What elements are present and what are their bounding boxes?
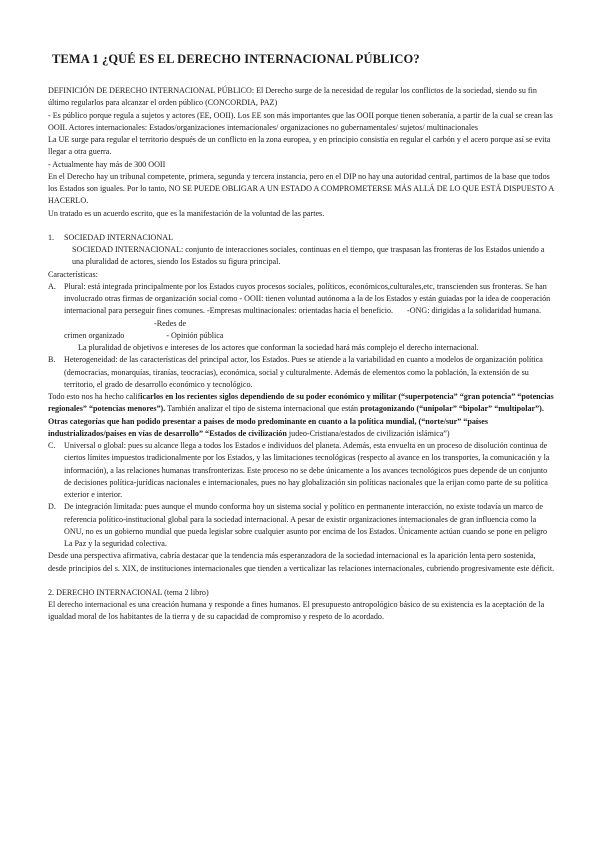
section-2-heading: 2. DERECHO INTERNACIONAL (tema 2 libro): [48, 587, 209, 597]
caracteristicas-label: Características:: [48, 269, 98, 279]
ue-paragraph: La UE surge para regular el territorio después de un conflicto en la zona europea, y en principio consistía en regular el carbón y el acero porque así se evita llegar a otra guerra.: [48, 135, 551, 157]
public-law-paragraph: - Es público porque regula a sujetos y actores (EE, OOII). Los EE son más importantes que las OOII porque tienen soberanía, a partir de la cual se crean las OOII. Actores internacionales: Estados/organizaciones internacionales/ organizaciones no gubernamentales/ sujetos/ multinacionales: [48, 110, 553, 132]
ooii-count-paragraph: - Actualmente hay más de 300 OOII: [48, 159, 166, 169]
section-2-paragraph: El derecho internacional es una creación humana y responde a fines humanos. El presupuesto antropológico básico de su existencia es la aceptación de la igualdad moral de los habitantes de la tierra y de su capacidad de compromiso y respeto de lo acordado.: [48, 600, 545, 622]
item-b-marker: B.: [48, 355, 56, 365]
calificacion-paragraph: [48, 391, 556, 440]
closing-paragraph: Desde una perspectiva afirmativa, cabría destacar que la tendencia más esperanzadora de la sociedad internacional es la aparición lenta pero sostenida, desde principios del s. XIX, de instituciones internacionales que tienden a verticalizar las relaciones internacionales, cubriendo progresivamente este déficit.: [48, 551, 555, 573]
item-b-text: Heterogeneidad: de las características del principal actor, los Estados. Pues se atiende a la variabilidad en cuanto a modelos de organización política (democracias, monarquías, tiranías, teocracias), económica, social y culturalmente. Además de elementos como la población, la extensión de su territorio, el grado de desarrollo económico y tecnológico.: [64, 355, 543, 389]
item-c-marker: C.: [48, 441, 56, 450]
section-1-title: SOCIEDAD INTERNACIONAL: [64, 232, 174, 242]
item-a-text: Plural: está integrada principalmente por los Estados cuyos procesos sociales, políticos, económicos,culturales,etc, transcienden sus fronteras. Se han involucrado otras firmas de organización social como - OOII: tienen voluntad autónoma a la de los Estados y están guiadas por la idea de cooperación internacional para perseguir fines comunes. -Empresas multinacionales: orientadas hacia el beneficio.: [64, 281, 551, 316]
item-a: [48, 281, 556, 355]
section-1-heading: [48, 232, 556, 244]
item-a-marker: A.: [48, 281, 56, 291]
item-a-ong: -ONG: dirigidas a la solidaridad humana.: [407, 306, 542, 316]
item-d-marker: D.: [48, 502, 56, 512]
calif-mid: También analizar el tipo de sistema internacional que están: [165, 404, 361, 414]
calif-bold-2: protagonizando (“unipolar” “bipolar” “multipolar”). Otras categorías que han podido presentar a países de modo predominante en cuanto a la política mundial, (“norte/sur” “países industrializados/países en vías de desarrollo” “Estados de civilización: [48, 404, 544, 438]
item-d: [48, 501, 556, 550]
item-a-pluralidad: La pluralidad de objetivos e intereses de los actores que conforman la sociedad hará más complejo el derecho internacional.: [78, 343, 479, 352]
item-a-redes: -Redes de: [154, 318, 187, 328]
definition-paragraph: DEFINICIÓN DE DERECHO INTERNACIONAL PÚBLICO: El Derecho surge de la necesidad de regular los conflictos de la sociedad, siendo su fin último regularlos para alcanzar el orden público (CONCORDIA, PAZ): [48, 86, 537, 108]
document-page: [48, 52, 556, 624]
spacer: [48, 575, 556, 587]
tratado-paragraph: Un tratado es un acuerdo escrito, que es la manifestación de la voluntad de las partes.: [48, 208, 325, 218]
item-a-crimen: crimen organizado: [64, 330, 125, 340]
page-title: TEMA 1 ¿QUÉ ES EL DERECHO INTERNACIONAL PÚBLICO?: [52, 52, 420, 66]
spacer: [48, 220, 556, 232]
calif-bold: icarlos en los recientes siglos dependiendo de su poder económico y militar (“superpotencia” “gran potencia” “potencias regionales” “potencias menores”).: [48, 392, 554, 414]
calif-end: judeo-Cristiana/estados de civilización islámica”): [286, 428, 450, 438]
item-c-text: Universal o global: pues su alcance llega a todos los Estados e individuos del planeta. Además, esta envuelta en un proceso de disolución continua de ciertos límites impuestos tradicionalmente por los Estados, y las limitaciones tecnológicas (respecto al avance en los transportes, la comunicación y la información), a las relaciones humanas transfronterizas. Este proceso no se debe únicamente a los avances tecnológicos pues depende de un conjunto de decisiones política-jurídicas nacionales e internacionales, pues no hay globalización sin políticas nacionales que la erijan como parte de su política exterior e interior.: [64, 441, 550, 499]
calif-start: Todo esto nos ha hecho calif: [48, 392, 141, 401]
tribunal-paragraph: En el Derecho hay un tribunal competente, primera, segunda y tercera instancia, pero en el DIP no hay una autoridad central, partimos de la base que todos los Estados son iguales. Por lo tanto, NO SE PUEDE OBLIGAR A UN ESTADO A COMPROMETERSE MÁS ALLÁ DE LO QUE ESTÁ DISPUESTO A HACERLO.: [48, 171, 554, 206]
item-b: [48, 354, 556, 391]
section-1-number: 1.: [48, 232, 55, 242]
sociedad-definition: SOCIEDAD INTERNACIONAL: conjunto de interacciones sociales, continuas en el tiempo, que traspasan las fronteras de los Estados uniendo a una pluralidad de actores, siendo los Estados su figura principal.: [72, 245, 545, 267]
item-d-text: De integración limitada: pues aunque el mundo conforma hoy un sistema social y político en permanente interacción, no existe todavía un marco de referencia político-institucional global para la sociedad internacional. A pesar de existir organizaciones internacionales de gran influencia como la ONU, no es un gobierno mundial que pueda legislar sobre cualquier asunto por encima de los Estados. Únicamente actúan cuando se pone en peligro La Paz y la seguridad colectiva.: [64, 502, 548, 548]
item-a-opinion: - Opinión pública: [166, 330, 224, 340]
item-c: [48, 440, 556, 501]
